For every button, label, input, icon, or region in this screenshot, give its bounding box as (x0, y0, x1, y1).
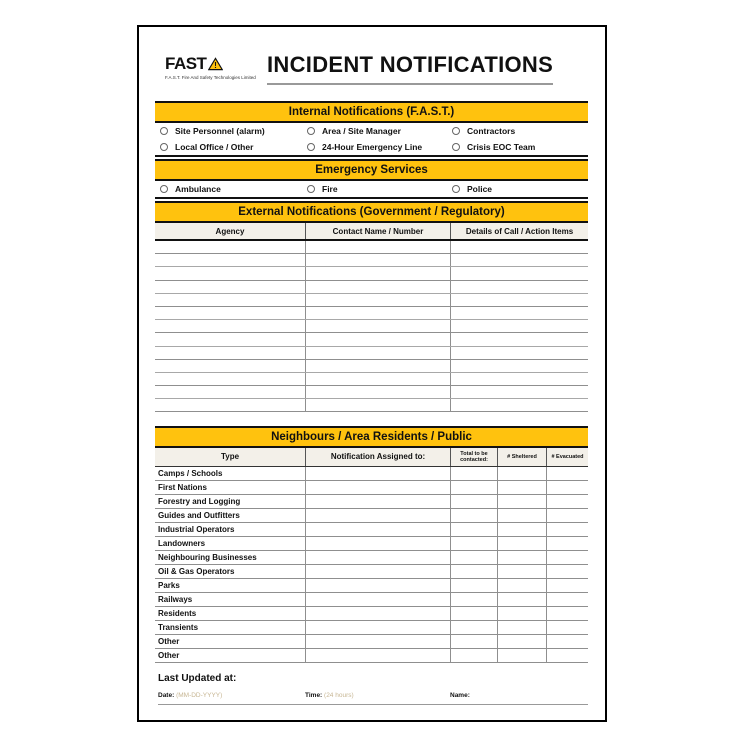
external-row (155, 281, 588, 294)
option-local-office[interactable] (155, 139, 302, 155)
radio-icon[interactable] (307, 127, 315, 135)
footer (155, 673, 588, 705)
evacuated-cell[interactable] (546, 481, 588, 494)
name-field[interactable] (450, 692, 470, 699)
type-label: First Nations (158, 483, 207, 493)
neighbours-table-body (155, 467, 588, 663)
neighbours-row (155, 495, 588, 509)
radio-icon[interactable] (452, 127, 460, 135)
section-banner-external: External Notifications (Government / Regulatory) (155, 201, 588, 223)
sheltered-cell[interactable] (497, 495, 546, 508)
sheltered-cell[interactable] (497, 607, 546, 620)
section-banner-internal: Internal Notifications (F.A.S.T.) (155, 101, 588, 123)
form-page (137, 25, 607, 722)
neighbours-row (155, 579, 588, 593)
contact-cell[interactable] (305, 254, 450, 266)
column-header-evacuated: # Evacuated (546, 448, 588, 466)
type-label: Other (158, 637, 180, 647)
agency-cell[interactable] (155, 307, 305, 319)
total-cell[interactable] (450, 523, 497, 536)
evacuated-cell[interactable] (546, 509, 588, 522)
fast-logo (165, 54, 257, 80)
option-label: Crisis EOC Team (467, 142, 536, 152)
radio-icon[interactable] (307, 185, 315, 193)
neighbours-table-header (155, 448, 588, 467)
external-row (155, 386, 588, 399)
evacuated-cell[interactable] (546, 607, 588, 620)
sheltered-cell[interactable] (497, 551, 546, 564)
external-row (155, 267, 588, 280)
time-label: Time: (305, 692, 323, 700)
external-row (155, 360, 588, 373)
assigned-cell[interactable] (305, 537, 450, 550)
option-24hour-line[interactable] (302, 139, 447, 155)
type-label: Neighbouring Businesses (158, 553, 257, 563)
total-cell[interactable] (450, 621, 497, 634)
total-cell[interactable] (450, 467, 497, 480)
radio-icon[interactable] (452, 143, 460, 151)
section-banner-emergency: Emergency Services (155, 159, 588, 181)
evacuated-cell[interactable] (546, 579, 588, 592)
total-cell[interactable] (450, 607, 497, 620)
contact-cell[interactable] (305, 241, 450, 253)
option-label: Local Office / Other (175, 142, 254, 152)
option-site-personnel[interactable] (155, 123, 302, 139)
details-cell[interactable] (450, 241, 588, 253)
assigned-cell[interactable] (305, 621, 450, 634)
option-contractors[interactable] (447, 123, 588, 139)
type-label: Forestry and Logging (158, 497, 241, 507)
option-label: Area / Site Manager (322, 126, 401, 136)
external-row (155, 307, 588, 320)
column-header-agency: Agency (215, 226, 245, 236)
details-cell[interactable] (450, 360, 588, 372)
details-cell[interactable] (450, 333, 588, 345)
type-label: Transients (158, 623, 199, 633)
radio-icon[interactable] (452, 185, 460, 193)
sheltered-cell[interactable] (497, 579, 546, 592)
option-crisis-eoc[interactable] (447, 139, 588, 155)
assigned-cell[interactable] (305, 649, 450, 662)
sheltered-cell[interactable] (497, 467, 546, 480)
contact-cell[interactable] (305, 267, 450, 279)
internal-options (155, 123, 588, 157)
evacuated-cell[interactable] (546, 467, 588, 480)
sheltered-cell[interactable] (497, 649, 546, 662)
external-row (155, 294, 588, 307)
assigned-cell[interactable] (305, 607, 450, 620)
neighbours-row (155, 593, 588, 607)
contact-cell[interactable] (305, 373, 450, 385)
evacuated-cell[interactable] (546, 565, 588, 578)
assigned-cell[interactable] (305, 565, 450, 578)
details-cell[interactable] (450, 254, 588, 266)
sheltered-cell[interactable] (497, 593, 546, 606)
radio-icon[interactable] (160, 143, 168, 151)
radio-icon[interactable] (160, 127, 168, 135)
assigned-cell[interactable] (305, 551, 450, 564)
assigned-cell[interactable] (305, 481, 450, 494)
contact-cell[interactable] (305, 320, 450, 332)
type-label: Camps / Schools (158, 469, 223, 479)
emergency-options (155, 181, 588, 199)
agency-cell[interactable] (155, 399, 305, 411)
assigned-cell[interactable] (305, 579, 450, 592)
option-label: Site Personnel (alarm) (175, 126, 265, 136)
date-hint: (MM-DD-YYYY) (176, 692, 223, 700)
warning-triangle-icon (208, 57, 223, 71)
logo-tagline: F.A.S.T. Fire And Safety Technologies Limited (165, 75, 256, 80)
agency-cell[interactable] (155, 267, 305, 279)
logo-text: FAST (165, 54, 207, 73)
total-cell[interactable] (450, 565, 497, 578)
column-header-total: Total to be contacted: (450, 448, 497, 466)
footer-fields-row (158, 692, 588, 705)
total-cell[interactable] (450, 495, 497, 508)
sheltered-cell[interactable] (497, 565, 546, 578)
agency-cell[interactable] (155, 373, 305, 385)
agency-cell[interactable] (155, 360, 305, 372)
agency-cell[interactable] (155, 347, 305, 359)
sheltered-cell[interactable] (497, 509, 546, 522)
page-header (155, 54, 588, 85)
svg-text:!: ! (214, 61, 218, 71)
evacuated-cell[interactable] (546, 649, 588, 662)
total-cell[interactable] (450, 593, 497, 606)
sheltered-cell[interactable] (497, 537, 546, 550)
evacuated-cell[interactable] (546, 551, 588, 564)
total-cell[interactable] (450, 509, 497, 522)
neighbours-row (155, 565, 588, 579)
neighbours-row (155, 621, 588, 635)
column-header-sheltered: # Sheltered (497, 448, 546, 466)
agency-cell[interactable] (155, 333, 305, 345)
total-cell[interactable] (450, 537, 497, 550)
contact-cell[interactable] (305, 386, 450, 398)
contact-cell[interactable] (305, 399, 450, 411)
contact-cell[interactable] (305, 360, 450, 372)
external-row (155, 347, 588, 360)
contact-cell[interactable] (305, 281, 450, 293)
total-cell[interactable] (450, 481, 497, 494)
option-label: Ambulance (175, 184, 221, 194)
section-banner-neighbours: Neighbours / Area Residents / Public (155, 426, 588, 448)
type-label: Oil & Gas Operators (158, 567, 235, 577)
details-cell[interactable] (450, 267, 588, 279)
details-cell[interactable] (450, 307, 588, 319)
option-label: Contractors (467, 126, 516, 136)
date-field[interactable] (158, 692, 305, 699)
neighbours-row (155, 523, 588, 537)
assigned-cell[interactable] (305, 467, 450, 480)
details-cell[interactable] (450, 281, 588, 293)
total-cell[interactable] (450, 635, 497, 648)
total-cell[interactable] (450, 551, 497, 564)
column-header-details: Details of Call / Action Items (450, 223, 588, 239)
option-ambulance[interactable] (155, 181, 302, 197)
external-row (155, 320, 588, 333)
type-label: Landowners (158, 539, 206, 549)
neighbours-row (155, 551, 588, 565)
contact-cell[interactable] (305, 347, 450, 359)
agency-cell[interactable] (155, 386, 305, 398)
evacuated-cell[interactable] (546, 635, 588, 648)
external-row (155, 333, 588, 346)
radio-icon[interactable] (307, 143, 315, 151)
type-label: Residents (158, 609, 197, 619)
neighbours-row (155, 607, 588, 621)
sheltered-cell[interactable] (497, 523, 546, 536)
details-cell[interactable] (450, 386, 588, 398)
agency-cell[interactable] (155, 281, 305, 293)
external-table-body (155, 241, 588, 412)
type-label: Parks (158, 581, 180, 591)
external-row (155, 399, 588, 412)
type-label: Guides and Outfitters (158, 511, 240, 521)
option-label: 24-Hour Emergency Line (322, 142, 423, 152)
time-field[interactable] (305, 692, 450, 699)
assigned-cell[interactable] (305, 509, 450, 522)
name-label: Name: (450, 692, 470, 700)
total-cell[interactable] (450, 649, 497, 662)
neighbours-row (155, 537, 588, 551)
neighbours-row (155, 635, 588, 649)
radio-icon[interactable] (160, 185, 168, 193)
external-row (155, 254, 588, 267)
neighbours-row (155, 509, 588, 523)
option-area-site-manager[interactable] (302, 123, 447, 139)
column-header-type: Type (220, 452, 240, 462)
type-label: Industrial Operators (158, 525, 235, 535)
neighbours-row (155, 467, 588, 481)
details-cell[interactable] (450, 320, 588, 332)
details-cell[interactable] (450, 373, 588, 385)
neighbours-row (155, 649, 588, 663)
external-row (155, 241, 588, 254)
evacuated-cell[interactable] (546, 593, 588, 606)
evacuated-cell[interactable] (546, 537, 588, 550)
agency-cell[interactable] (155, 254, 305, 266)
evacuated-cell[interactable] (546, 495, 588, 508)
details-cell[interactable] (450, 347, 588, 359)
sheltered-cell[interactable] (497, 635, 546, 648)
time-hint: (24 hours) (324, 692, 354, 700)
type-label: Other (158, 651, 180, 661)
evacuated-cell[interactable] (546, 621, 588, 634)
assigned-cell[interactable] (305, 635, 450, 648)
neighbours-row (155, 481, 588, 495)
external-table-header (155, 223, 588, 241)
contact-cell[interactable] (305, 333, 450, 345)
column-header-contact: Contact Name / Number (305, 223, 450, 239)
assigned-cell[interactable] (305, 495, 450, 508)
column-header-assigned: Notification Assigned to: (305, 448, 450, 466)
page-title: INCIDENT NOTIFICATIONS (267, 54, 553, 85)
details-cell[interactable] (450, 399, 588, 411)
agency-cell[interactable] (155, 320, 305, 332)
agency-cell[interactable] (155, 294, 305, 306)
total-cell[interactable] (450, 579, 497, 592)
assigned-cell[interactable] (305, 593, 450, 606)
date-label: Date: (158, 692, 175, 700)
option-label: Police (467, 184, 493, 194)
option-police[interactable] (447, 181, 588, 197)
agency-cell[interactable] (155, 241, 305, 253)
contact-cell[interactable] (305, 307, 450, 319)
assigned-cell[interactable] (305, 523, 450, 536)
sheltered-cell[interactable] (497, 481, 546, 494)
details-cell[interactable] (450, 294, 588, 306)
contact-cell[interactable] (305, 294, 450, 306)
sheltered-cell[interactable] (497, 621, 546, 634)
type-label: Railways (158, 595, 193, 605)
external-row (155, 373, 588, 386)
evacuated-cell[interactable] (546, 523, 588, 536)
last-updated-heading: Last Updated at: (158, 673, 237, 685)
option-fire[interactable] (302, 181, 447, 197)
option-label: Fire (322, 184, 338, 194)
